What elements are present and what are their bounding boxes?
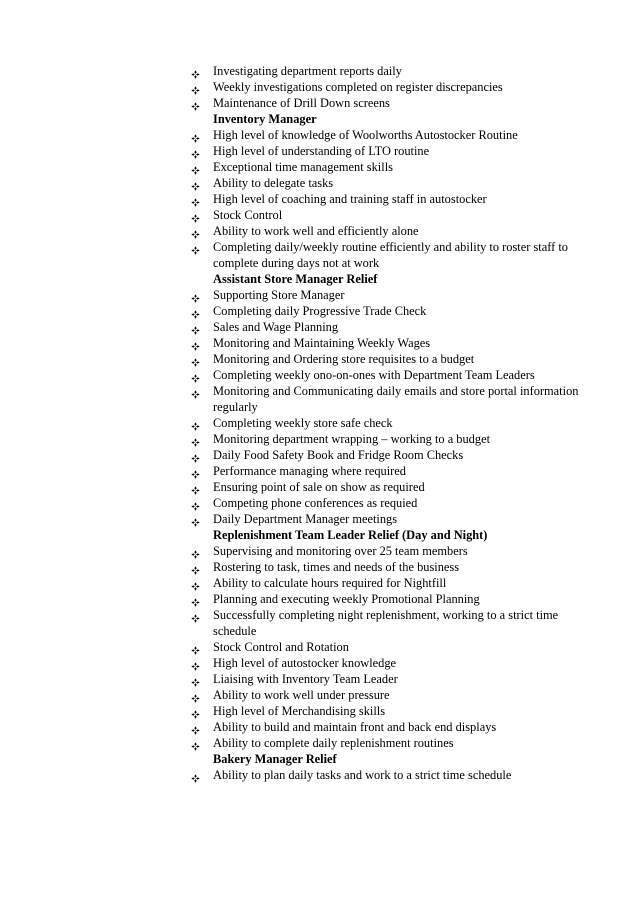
- list-item-text: Ability to plan daily tasks and work to a strict time schedule: [213, 768, 512, 782]
- diamond-bullet-icon: [191, 195, 200, 204]
- list-item-text: High level of autostocker knowledge: [213, 656, 397, 670]
- diamond-bullet-icon: [191, 611, 200, 620]
- list-item-text: High level of understanding of LTO routine: [213, 144, 430, 158]
- list-item-text: Planning and executing weekly Promotional Planning: [213, 592, 480, 606]
- bullet-list: [191, 127, 591, 271]
- list-item: [191, 495, 591, 511]
- bullet-list: [191, 543, 591, 751]
- list-item: [191, 431, 591, 447]
- list-item-text: Maintenance of Drill Down screens: [213, 96, 390, 110]
- bullet-list: [191, 287, 591, 527]
- list-item: [191, 159, 591, 175]
- diamond-bullet-icon: [191, 163, 200, 172]
- diamond-bullet-icon: [191, 515, 200, 524]
- diamond-bullet-icon: [191, 67, 200, 76]
- diamond-bullet-icon: [191, 691, 200, 700]
- section-heading: Bakery Manager Relief: [213, 752, 337, 766]
- diamond-bullet-icon: [191, 307, 200, 316]
- list-item: [191, 63, 591, 79]
- list-item-text: High level of Merchandising skills: [213, 704, 386, 718]
- list-item-text: Rostering to task, times and needs of the business: [213, 560, 460, 574]
- list-item: [191, 719, 591, 735]
- section-heading: Replenishment Team Leader Relief (Day and Night): [213, 528, 488, 542]
- list-item-text: Completing daily Progressive Trade Check: [213, 304, 427, 318]
- list-item-text: Monitoring and Communicating daily emails and store portal information regularly: [213, 384, 579, 414]
- list-item: [191, 479, 591, 495]
- diamond-bullet-icon: [191, 355, 200, 364]
- diamond-bullet-icon: [191, 371, 200, 380]
- diamond-bullet-icon: [191, 483, 200, 492]
- list-item-text: Stock Control: [213, 208, 283, 222]
- list-item: [191, 639, 591, 655]
- list-item: [191, 127, 591, 143]
- list-item-text: Supervising and monitoring over 25 team members: [213, 544, 468, 558]
- resume-content: [191, 63, 591, 783]
- list-item: [191, 79, 591, 95]
- list-item: [191, 303, 591, 319]
- list-item: [191, 687, 591, 703]
- diamond-bullet-icon: [191, 579, 200, 588]
- diamond-bullet-icon: [191, 547, 200, 556]
- list-item: [191, 367, 591, 383]
- diamond-bullet-icon: [191, 83, 200, 92]
- list-item: [191, 703, 591, 719]
- list-item-text: Ability to work well and efficiently alone: [213, 224, 419, 238]
- list-item: [191, 511, 591, 527]
- list-item-text: Ability to complete daily replenishment routines: [213, 736, 454, 750]
- list-item: [191, 191, 591, 207]
- list-item-text: Successfully completing night replenishment, working to a strict time schedule: [213, 608, 559, 638]
- diamond-bullet-icon: [191, 451, 200, 460]
- bullet-list: [191, 63, 591, 111]
- diamond-bullet-icon: [191, 339, 200, 348]
- list-item-text: Monitoring department wrapping – working to a budget: [213, 432, 491, 446]
- list-item-text: Monitoring and Ordering store requisites to a budget: [213, 352, 475, 366]
- diamond-bullet-icon: [191, 147, 200, 156]
- section: [191, 271, 591, 527]
- list-item: [191, 207, 591, 223]
- section: [191, 751, 591, 783]
- section: [191, 111, 591, 271]
- list-item: [191, 143, 591, 159]
- list-item-text: Completing weekly store safe check: [213, 416, 393, 430]
- list-item-text: Exceptional time management skills: [213, 160, 393, 174]
- diamond-bullet-icon: [191, 771, 200, 780]
- list-item: [191, 447, 591, 463]
- list-item-text: Competing phone conferences as requied: [213, 496, 418, 510]
- list-item-text: Performance managing where required: [213, 464, 406, 478]
- list-item: [191, 591, 591, 607]
- diamond-bullet-icon: [191, 323, 200, 332]
- section: [191, 527, 591, 751]
- list-item: [191, 463, 591, 479]
- list-item-text: High level of knowledge of Woolworths Autostocker Routine: [213, 128, 518, 142]
- list-item-text: Supporting Store Manager: [213, 288, 345, 302]
- diamond-bullet-icon: [191, 723, 200, 732]
- list-item-text: Completing weekly ono-on-ones with Department Team Leaders: [213, 368, 535, 382]
- diamond-bullet-icon: [191, 435, 200, 444]
- list-item-text: Sales and Wage Planning: [213, 320, 339, 334]
- section-heading: Inventory Manager: [213, 112, 317, 126]
- diamond-bullet-icon: [191, 291, 200, 300]
- diamond-bullet-icon: [191, 179, 200, 188]
- diamond-bullet-icon: [191, 499, 200, 508]
- list-item: [191, 239, 591, 271]
- list-item: [191, 671, 591, 687]
- list-item-text: Investigating department reports daily: [213, 64, 402, 78]
- diamond-bullet-icon: [191, 707, 200, 716]
- list-item: [191, 575, 591, 591]
- diamond-bullet-icon: [191, 739, 200, 748]
- list-item-text: Weekly investigations completed on register discrepancies: [213, 80, 503, 94]
- list-item-text: Daily Food Safety Book and Fridge Room Checks: [213, 448, 464, 462]
- list-item: [191, 319, 591, 335]
- list-item: [191, 335, 591, 351]
- diamond-bullet-icon: [191, 243, 200, 252]
- list-item-text: Completing daily/weekly routine efficiently and ability to roster staff to complete during days not at work: [213, 240, 569, 270]
- list-item-text: Daily Department Manager meetings: [213, 512, 398, 526]
- diamond-bullet-icon: [191, 211, 200, 220]
- list-item: [191, 351, 591, 367]
- list-item: [191, 655, 591, 671]
- diamond-bullet-icon: [191, 659, 200, 668]
- diamond-bullet-icon: [191, 419, 200, 428]
- list-item: [191, 607, 591, 639]
- list-item: [191, 543, 591, 559]
- list-item: [191, 383, 591, 415]
- diamond-bullet-icon: [191, 131, 200, 140]
- list-item: [191, 767, 591, 783]
- list-item-text: Ability to build and maintain front and back end displays: [213, 720, 497, 734]
- list-item-text: Ensuring point of sale on show as required: [213, 480, 425, 494]
- section: [191, 63, 591, 111]
- diamond-bullet-icon: [191, 675, 200, 684]
- list-item-text: Ability to work well under pressure: [213, 688, 390, 702]
- diamond-bullet-icon: [191, 563, 200, 572]
- bullet-list: [191, 767, 591, 783]
- list-item-text: High level of coaching and training staff in autostocker: [213, 192, 487, 206]
- list-item: [191, 415, 591, 431]
- list-item: [191, 287, 591, 303]
- section-heading: Assistant Store Manager Relief: [213, 272, 378, 286]
- list-item-text: Ability to calculate hours required for Nightfill: [213, 576, 447, 590]
- list-item-text: Ability to delegate tasks: [213, 176, 334, 190]
- diamond-bullet-icon: [191, 595, 200, 604]
- diamond-bullet-icon: [191, 99, 200, 108]
- list-item-text: Stock Control and Rotation: [213, 640, 349, 654]
- diamond-bullet-icon: [191, 227, 200, 236]
- diamond-bullet-icon: [191, 467, 200, 476]
- list-item-text: Liaising with Inventory Team Leader: [213, 672, 398, 686]
- list-item: [191, 559, 591, 575]
- list-item: [191, 175, 591, 191]
- list-item: [191, 95, 591, 111]
- list-item: [191, 735, 591, 751]
- list-item-text: Monitoring and Maintaining Weekly Wages: [213, 336, 431, 350]
- list-item: [191, 223, 591, 239]
- diamond-bullet-icon: [191, 643, 200, 652]
- diamond-bullet-icon: [191, 387, 200, 396]
